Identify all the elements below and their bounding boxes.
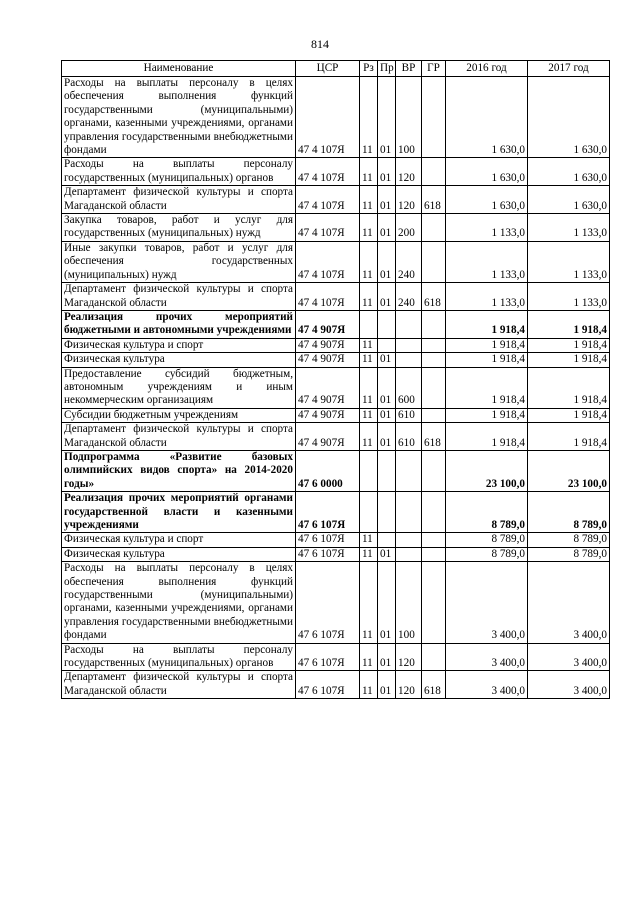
cell-rz: 11 (360, 562, 378, 643)
cell-2016: 1 918,4 (446, 408, 528, 422)
cell-csr: 47 6 107Я (296, 562, 360, 643)
cell-gr: 618 (422, 423, 446, 451)
table-row (62, 241, 610, 282)
cell-name: Департамент физической культуры и спорта Магаданской области (62, 186, 296, 214)
cell-csr: 47 4 907Я (296, 353, 360, 367)
cell-pr: 01 (378, 241, 396, 282)
cell-rz (360, 310, 378, 338)
cell-csr: 47 4 907Я (296, 338, 360, 352)
cell-name: Реализация прочих мероприятий органами государственной власти и казенными учреждениями (62, 492, 296, 533)
cell-2017: 1 133,0 (528, 241, 610, 282)
cell-2017: 8 789,0 (528, 492, 610, 533)
cell-pr: 01 (378, 77, 396, 158)
table-row (62, 367, 610, 408)
cell-gr (422, 310, 446, 338)
cell-name: Иные закупки товаров, работ и услуг для обеспечения государственных (муниципальных) нужд (62, 241, 296, 282)
cell-vr: 600 (396, 367, 422, 408)
cell-2016: 23 100,0 (446, 450, 528, 491)
table-row (62, 408, 610, 422)
cell-rz: 11 (360, 533, 378, 547)
cell-gr (422, 338, 446, 352)
cell-2017: 3 400,0 (528, 671, 610, 699)
cell-vr: 120 (396, 671, 422, 699)
cell-2016: 1 918,4 (446, 353, 528, 367)
cell-vr (396, 338, 422, 352)
header-rz: Рз (360, 61, 378, 77)
cell-vr (396, 353, 422, 367)
table-row (62, 283, 610, 311)
cell-pr (378, 450, 396, 491)
cell-vr: 120 (396, 158, 422, 186)
cell-rz: 11 (360, 671, 378, 699)
cell-csr: 47 4 907Я (296, 310, 360, 338)
cell-vr (396, 450, 422, 491)
cell-2017: 1 630,0 (528, 77, 610, 158)
cell-name: Предоставление субсидий бюджетным, автономным учреждениям и иным некоммерческим организациям (62, 367, 296, 408)
cell-gr (422, 547, 446, 561)
cell-rz: 11 (360, 423, 378, 451)
table-row (62, 450, 610, 491)
cell-rz: 11 (360, 643, 378, 671)
cell-csr: 47 6 107Я (296, 671, 360, 699)
cell-2017: 1 918,4 (528, 423, 610, 451)
table-body (62, 77, 610, 699)
cell-2017: 1 918,4 (528, 310, 610, 338)
cell-rz: 11 (360, 77, 378, 158)
cell-gr: 618 (422, 186, 446, 214)
table-row (62, 423, 610, 451)
cell-vr (396, 492, 422, 533)
cell-pr (378, 310, 396, 338)
cell-2016: 1 630,0 (446, 158, 528, 186)
cell-name: Физическая культура (62, 353, 296, 367)
cell-gr: 618 (422, 283, 446, 311)
cell-name: Расходы на выплаты персоналу государственных (муниципальных) органов (62, 643, 296, 671)
cell-pr: 01 (378, 367, 396, 408)
table-row (62, 77, 610, 158)
cell-2017: 1 918,4 (528, 367, 610, 408)
cell-rz: 11 (360, 353, 378, 367)
cell-csr: 47 6 107Я (296, 492, 360, 533)
cell-2017: 1 630,0 (528, 186, 610, 214)
cell-rz (360, 450, 378, 491)
header-csr: ЦСР (296, 61, 360, 77)
cell-pr: 01 (378, 186, 396, 214)
cell-vr: 240 (396, 241, 422, 282)
cell-vr (396, 310, 422, 338)
header-gr: ГР (422, 61, 446, 77)
cell-pr: 01 (378, 353, 396, 367)
cell-name: Реализация прочих мероприятий бюджетными и автономными учреждениями (62, 310, 296, 338)
cell-2017: 1 918,4 (528, 338, 610, 352)
cell-vr: 100 (396, 77, 422, 158)
cell-2017: 3 400,0 (528, 562, 610, 643)
cell-gr (422, 241, 446, 282)
cell-csr: 47 4 107Я (296, 158, 360, 186)
header-row (62, 61, 610, 77)
table-row (62, 643, 610, 671)
table-row (62, 671, 610, 699)
cell-csr: 47 6 107Я (296, 547, 360, 561)
cell-csr: 47 6 107Я (296, 643, 360, 671)
cell-name: Расходы на выплаты персоналу государственных (муниципальных) органов (62, 158, 296, 186)
cell-csr: 47 4 107Я (296, 214, 360, 242)
cell-gr: 618 (422, 671, 446, 699)
cell-2017: 23 100,0 (528, 450, 610, 491)
cell-rz: 11 (360, 547, 378, 561)
cell-rz: 11 (360, 158, 378, 186)
cell-pr: 01 (378, 214, 396, 242)
cell-vr: 120 (396, 186, 422, 214)
cell-gr (422, 643, 446, 671)
cell-name: Физическая культура и спорт (62, 533, 296, 547)
cell-vr (396, 533, 422, 547)
budget-table (61, 60, 610, 699)
cell-pr: 01 (378, 671, 396, 699)
cell-rz (360, 492, 378, 533)
cell-csr: 47 4 107Я (296, 283, 360, 311)
cell-name: Расходы на выплаты персоналу в целях обеспечения выполнения функций государственными (муниципальными) органами, казенными учреждениями, органами управления государственными внебюджетными фондами (62, 562, 296, 643)
cell-2017: 1 918,4 (528, 353, 610, 367)
cell-gr (422, 367, 446, 408)
cell-2016: 8 789,0 (446, 492, 528, 533)
header-pr: Пр (378, 61, 396, 77)
cell-pr: 01 (378, 562, 396, 643)
cell-vr: 610 (396, 408, 422, 422)
cell-name: Департамент физической культуры и спорта Магаданской области (62, 283, 296, 311)
cell-rz: 11 (360, 214, 378, 242)
cell-csr: 47 4 907Я (296, 367, 360, 408)
cell-2016: 1 918,4 (446, 423, 528, 451)
cell-2016: 8 789,0 (446, 547, 528, 561)
cell-name: Департамент физической культуры и спорта Магаданской области (62, 423, 296, 451)
cell-2017: 8 789,0 (528, 547, 610, 561)
cell-name: Субсидии бюджетным учреждениям (62, 408, 296, 422)
table-row (62, 492, 610, 533)
cell-2017: 1 133,0 (528, 283, 610, 311)
cell-gr (422, 408, 446, 422)
cell-gr (422, 77, 446, 158)
cell-rz: 11 (360, 241, 378, 282)
header-name: Наименование (62, 61, 296, 77)
cell-name: Закупка товаров, работ и услуг для государственных (муниципальных) нужд (62, 214, 296, 242)
cell-2017: 1 630,0 (528, 158, 610, 186)
cell-2016: 1 133,0 (446, 241, 528, 282)
cell-pr: 01 (378, 643, 396, 671)
cell-vr: 120 (396, 643, 422, 671)
cell-rz: 11 (360, 367, 378, 408)
cell-pr: 01 (378, 158, 396, 186)
table-row (62, 310, 610, 338)
cell-pr (378, 338, 396, 352)
cell-rz: 11 (360, 186, 378, 214)
header-vr: ВР (396, 61, 422, 77)
cell-pr (378, 492, 396, 533)
table-row (62, 186, 610, 214)
cell-vr: 610 (396, 423, 422, 451)
cell-rz: 11 (360, 408, 378, 422)
table-row (62, 547, 610, 561)
cell-2017: 1 133,0 (528, 214, 610, 242)
cell-pr: 01 (378, 283, 396, 311)
cell-2016: 1 133,0 (446, 214, 528, 242)
cell-2016: 3 400,0 (446, 562, 528, 643)
cell-gr (422, 533, 446, 547)
cell-2016: 1 133,0 (446, 283, 528, 311)
cell-2016: 3 400,0 (446, 643, 528, 671)
cell-2016: 3 400,0 (446, 671, 528, 699)
cell-csr: 47 4 107Я (296, 186, 360, 214)
header-2017: 2017 год (528, 61, 610, 77)
cell-name: Физическая культура и спорт (62, 338, 296, 352)
cell-2017: 1 918,4 (528, 408, 610, 422)
cell-gr (422, 450, 446, 491)
table-row (62, 158, 610, 186)
cell-gr (422, 158, 446, 186)
cell-2017: 8 789,0 (528, 533, 610, 547)
cell-vr: 100 (396, 562, 422, 643)
cell-gr (422, 214, 446, 242)
cell-2016: 1 630,0 (446, 186, 528, 214)
cell-2016: 1 918,4 (446, 338, 528, 352)
cell-2016: 1 918,4 (446, 367, 528, 408)
cell-name: Департамент физической культуры и спорта Магаданской области (62, 671, 296, 699)
cell-csr: 47 4 107Я (296, 77, 360, 158)
cell-vr: 240 (396, 283, 422, 311)
cell-pr: 01 (378, 423, 396, 451)
page-number: 814 (311, 37, 329, 51)
cell-rz: 11 (360, 283, 378, 311)
header-2016: 2016 год (446, 61, 528, 77)
cell-vr (396, 547, 422, 561)
table-row (62, 562, 610, 643)
cell-gr (422, 562, 446, 643)
cell-name: Подпрограмма «Развитие базовых олимпийских видов спорта» на 2014-2020 годы» (62, 450, 296, 491)
cell-rz: 11 (360, 338, 378, 352)
cell-csr: 47 4 907Я (296, 423, 360, 451)
cell-2016: 8 789,0 (446, 533, 528, 547)
cell-csr: 47 6 0000 (296, 450, 360, 491)
table-row (62, 353, 610, 367)
cell-gr (422, 492, 446, 533)
table-row (62, 214, 610, 242)
cell-2016: 1 630,0 (446, 77, 528, 158)
cell-name: Расходы на выплаты персоналу в целях обеспечения выполнения функций государственными (муниципальными) органами, казенными учреждениями, органами управления государственными внебюджетными фондами (62, 77, 296, 158)
cell-2016: 1 918,4 (446, 310, 528, 338)
cell-gr (422, 353, 446, 367)
cell-csr: 47 6 107Я (296, 533, 360, 547)
cell-2017: 3 400,0 (528, 643, 610, 671)
cell-name: Физическая культура (62, 547, 296, 561)
table-row (62, 338, 610, 352)
cell-pr: 01 (378, 408, 396, 422)
cell-csr: 47 4 907Я (296, 408, 360, 422)
cell-csr: 47 4 107Я (296, 241, 360, 282)
table-row (62, 533, 610, 547)
cell-pr: 01 (378, 547, 396, 561)
cell-vr: 200 (396, 214, 422, 242)
cell-pr (378, 533, 396, 547)
